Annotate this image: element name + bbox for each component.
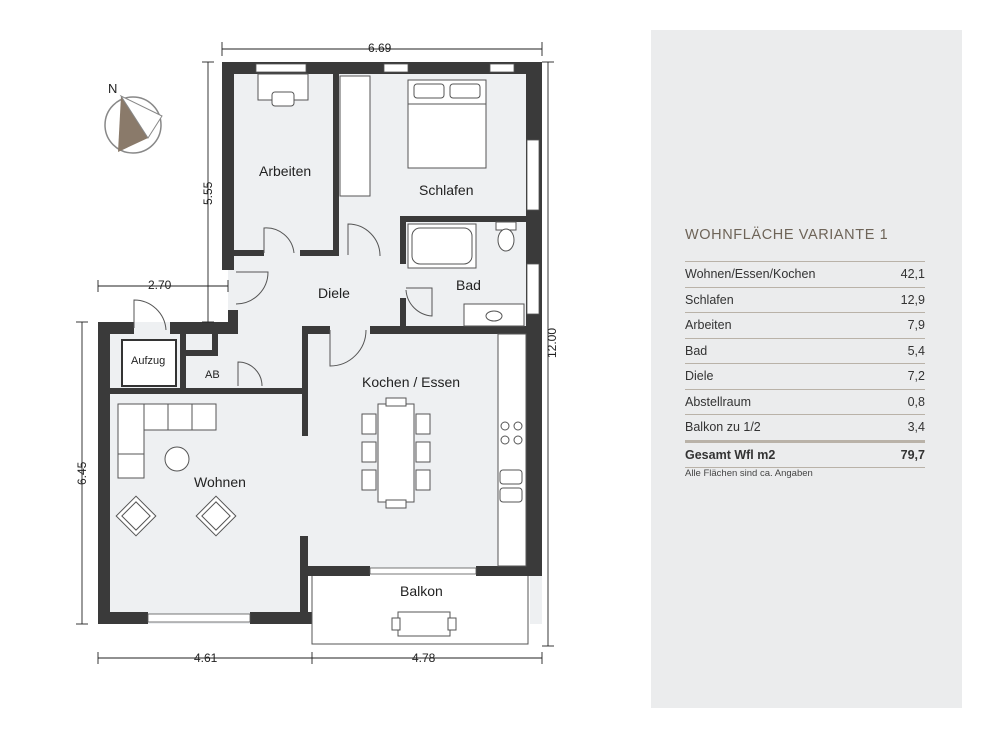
room-label-ab: AB [205, 369, 220, 381]
area-total-row [685, 441, 925, 469]
wardrobe [340, 76, 370, 196]
area-row-label: Schlafen [685, 292, 734, 307]
area-row-value: 12,9 [900, 292, 925, 307]
area-row-label: Arbeiten [685, 318, 732, 332]
room-label-arbeiten: Arbeiten [259, 163, 312, 179]
coffee-table [165, 447, 189, 471]
area-row-value: 0,8 [907, 394, 925, 409]
area-row-label: Balkon zu 1/2 [685, 420, 761, 434]
area-row [685, 288, 925, 314]
compass-north-label: N [108, 81, 118, 96]
area-row-value: 42,1 [900, 267, 925, 281]
room-label-wohnen: Wohnen [194, 474, 246, 490]
dimension-lower-left: 6.45 [75, 461, 89, 485]
room-label-balkon: Balkon [400, 583, 443, 599]
area-row-value: 7,9 [907, 318, 925, 332]
room-label-bad: Bad [456, 277, 481, 293]
area-row-value: 5,4 [907, 343, 925, 358]
dimension-stair: 2.70 [148, 278, 172, 292]
area-row [685, 364, 925, 390]
area-total-label: Gesamt Wfl m2 [685, 447, 776, 462]
bathtub [408, 224, 476, 268]
compass-icon [105, 81, 162, 153]
elevator-label: Aufzug [131, 355, 166, 367]
area-table [685, 261, 925, 468]
elevator [122, 340, 176, 386]
area-row [685, 261, 925, 288]
dimension-right: 12.00 [545, 327, 559, 358]
area-row [685, 339, 925, 365]
kitchen-counter [498, 334, 526, 566]
room-label-schlafen: Schlafen [419, 182, 474, 198]
sink-bath [464, 304, 524, 326]
area-row-value: 3,4 [907, 420, 925, 434]
area-total-value: 79,7 [900, 447, 925, 462]
area-row-value: 7,2 [907, 369, 925, 383]
area-row-label: Diele [685, 369, 714, 383]
area-row [685, 313, 925, 339]
area-row [685, 415, 925, 441]
area-row-label: Abstellraum [685, 394, 751, 409]
area-row-label: Bad [685, 343, 708, 358]
dimension-bottom-left: 4.61 [194, 651, 218, 665]
dimension-top: 6.69 [368, 41, 392, 55]
bed [408, 80, 486, 168]
dimension-bottom-right: 4.78 [412, 651, 436, 665]
area-panel-title: WOHNFLÄCHE VARIANTE 1 [685, 227, 889, 243]
area-note: Alle Flächen sind ca. Angaben [685, 468, 813, 479]
dimension-upper-left: 5.55 [201, 181, 215, 205]
room-label-kochen: Kochen / Essen [362, 374, 461, 390]
area-panel [651, 30, 962, 708]
area-row [685, 390, 925, 416]
area-row-label: Wohnen/Essen/Kochen [685, 267, 816, 281]
room-label-diele: Diele [318, 285, 350, 301]
